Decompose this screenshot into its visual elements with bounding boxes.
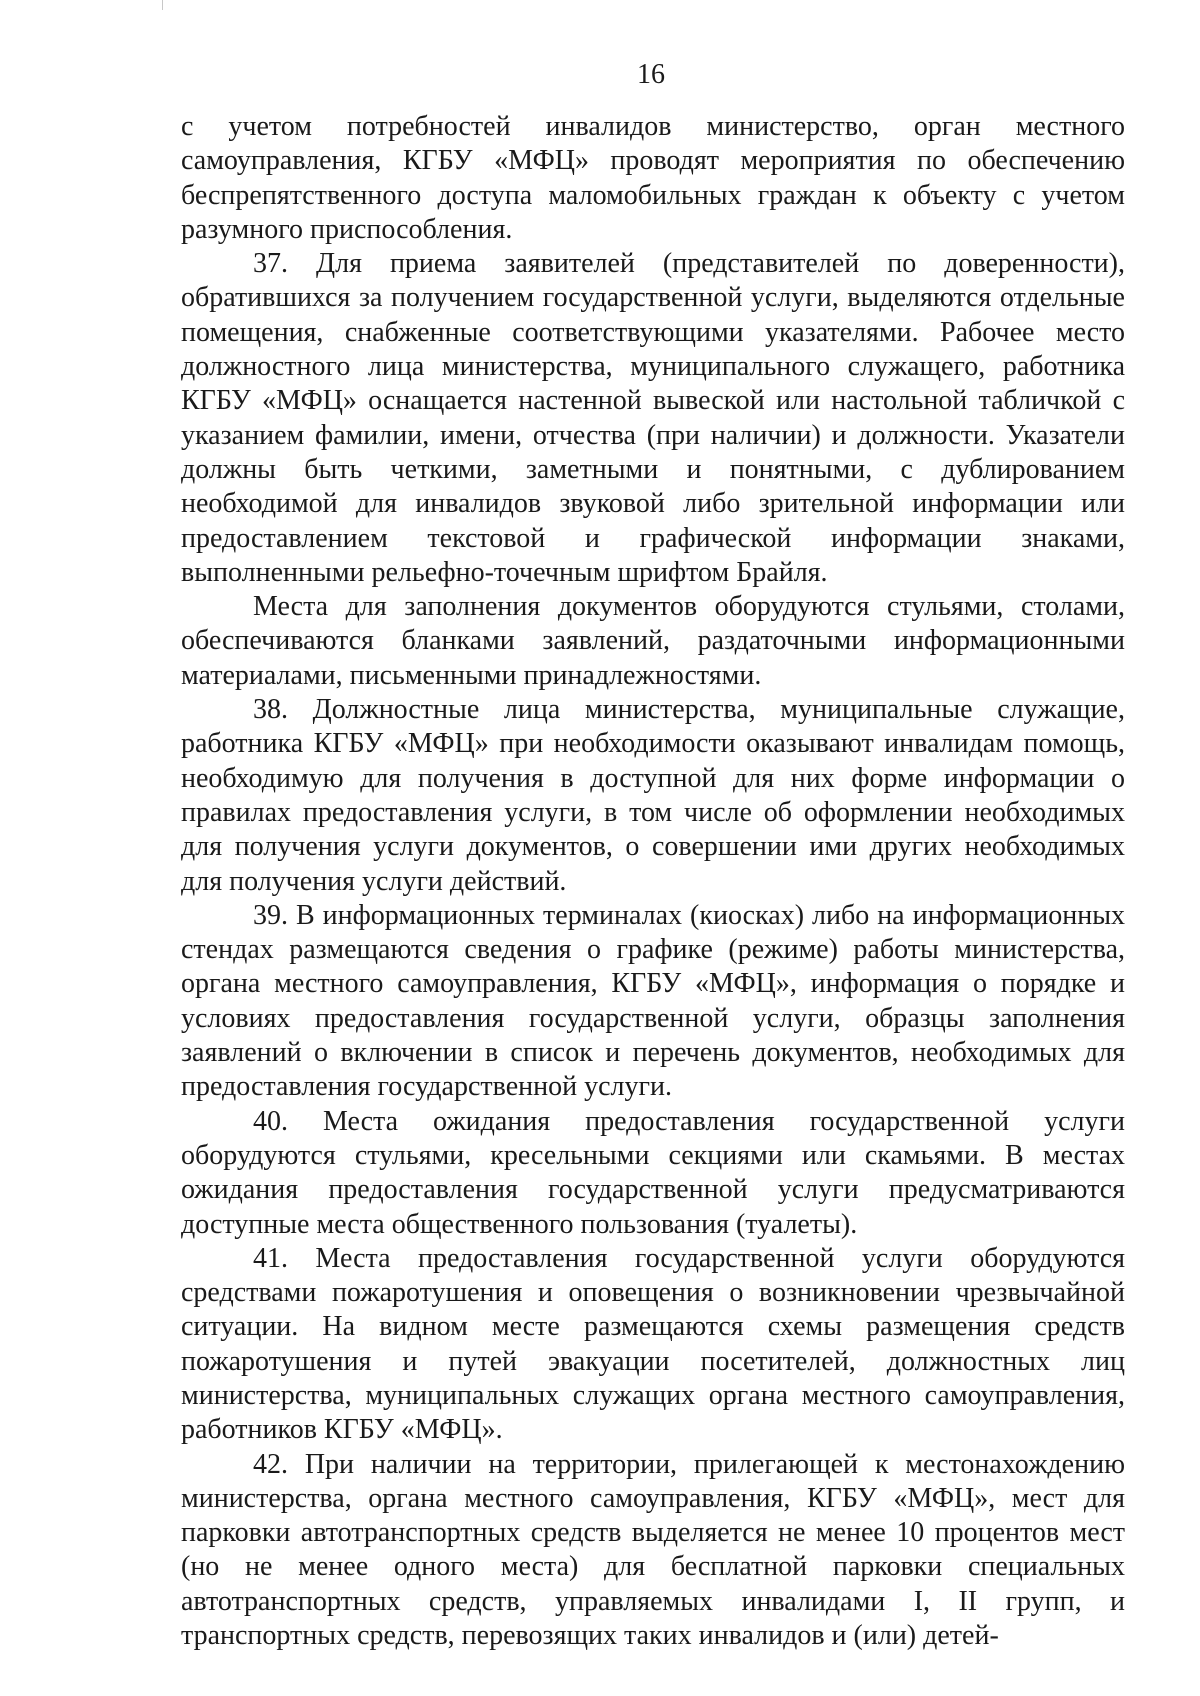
paragraph-38: 38. Должностные лица министерства, муниципальные служащие, работника КГБУ «МФЦ» при необходимости оказывают инвалидам помощь, необходимую для получения в доступной для них форме информации о правилах предоставления услуги, в том числе об оформлении необходимых для получения услуги документов, о совершении ими других необходимых для получения услуги действий. — [181, 694, 1125, 897]
paragraph-continuation: с учетом потребностей инвалидов министерство, орган местного самоуправления, КГБУ «МФЦ» проводят мероприятия по обеспечению беспрепятственного доступа маломобильных граждан к объекту с учетом разумного приспособления. — [181, 111, 1125, 245]
paragraph-37: 37. Для приема заявителей (представителей по доверенности), обратившихся за получением государственной услуги, выделяются отдельные помещения, снабженные соответствующими указателями. Рабочее место должностного лица министерства, муниципального служащего, работника КГБУ «МФЦ» оснащается настенной вывеской или настольной табличкой с указанием фамилии, имени, отчества (при наличии) и должности. Указатели должны быть четкими, заметными и понятными, с дублированием необходимой для инвалидов звуковой либо зрительной информации или предоставлением текстовой и графической информации знаками, выполненными рельефно-точечным шрифтом Брайля. — [181, 248, 1125, 588]
paragraph-37-places: Места для заполнения документов оборудуются стульями, столами, обеспечиваются бланками заявлений, раздаточными информационными материалами, письменными принадлежностями. — [181, 591, 1125, 691]
document-body — [181, 110, 1125, 1653]
paragraph-39: 39. В информационных терминалах (киосках) либо на информационных стендах размещаются сведения о графике (режиме) работы министерства, органа местного самоуправления, КГБУ «МФЦ», информация о порядке и условиях предоставления государственной услуги, образцы заполнения заявлений о включении в список и перечень документов, необходимых для предоставления государственной услуги. — [181, 899, 1125, 1103]
paragraph-42: 42. При наличии на территории, прилегающей к местонахождению министерства, органа местного самоуправления, КГБУ «МФЦ», мест для парковки автотранспортных средств выделяется не менее 10 процентов мест (но не менее одного места) для бесплатной парковки специальных автотранспортных средств, управляемых инвалидами I, II групп, и транспортных средств, перевозящих таких инвалидов и (или) детей- — [181, 1448, 1125, 1652]
page-number: 16 — [637, 59, 665, 90]
scan-artifact — [162, 0, 163, 10]
paragraph-41: 41. Места предоставления государственной услуги оборудуются средствами пожаротушения и оповещения о возникновении чрезвычайной ситуации. На видном месте размещаются схемы размещения средств пожаротушения и путей эвакуации посетителей, должностных лиц министерства, муниципальных служащих органа местного самоуправления, работников КГБУ «МФЦ». — [181, 1242, 1125, 1446]
paragraph-40: 40. Места ожидания предоставления государственной услуги оборудуются стульями, кресельными секциями или скамьями. В местах ожидания предоставления государственной услуги предусматриваются доступные места общественного пользования (туалеты). — [181, 1105, 1125, 1240]
